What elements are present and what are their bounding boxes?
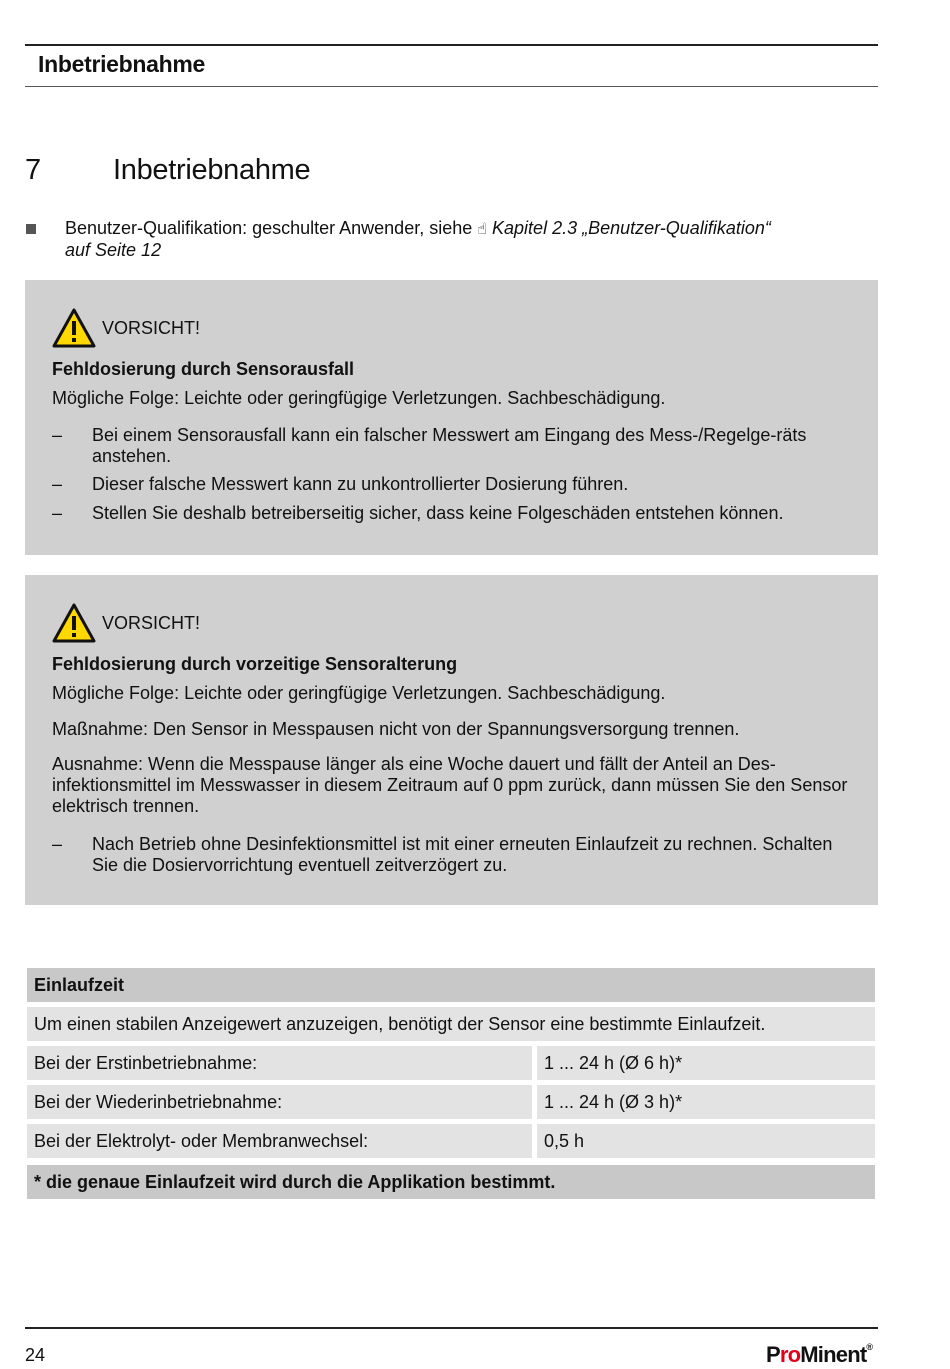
warning-item: Bei einem Sensorausfall kann ein falscher Messwert am Eingang des Mess-/Regelge-räts anstehen. bbox=[92, 425, 807, 466]
page-number: 24 bbox=[25, 1345, 46, 1365]
bullet-square-icon bbox=[26, 224, 36, 234]
warning-box-1 bbox=[25, 280, 878, 555]
table-footnote: * die genaue Einlaufzeit wird durch die Applikation bestimmt. bbox=[27, 1165, 875, 1199]
dash-bullet: – bbox=[52, 503, 63, 523]
warning-title: Fehldosierung durch vorzeitige Sensoralterung bbox=[52, 654, 458, 674]
qualification-ref-page[interactable]: auf Seite 12 bbox=[65, 240, 162, 260]
warning-item: Stellen Sie deshalb betreiberseitig sicher, dass keine Folgeschäden entstehen können. bbox=[92, 503, 784, 523]
header-title: Inbetriebnahme bbox=[38, 51, 206, 77]
qualification-prefix: Benutzer-Qualifikation: geschulter Anwender, siehe bbox=[65, 218, 473, 238]
header-top-rule bbox=[25, 44, 878, 46]
warning-consequence: Mögliche Folge: Leichte oder geringfügige Verletzungen. Sachbeschädigung. bbox=[52, 388, 666, 408]
warning-heading bbox=[52, 308, 200, 348]
warning-box-2 bbox=[25, 575, 878, 905]
table-row-label: Bei der Wiederinbetriebnahme: bbox=[27, 1085, 532, 1119]
dash-bullet: – bbox=[52, 474, 63, 494]
warning-item: Nach Betrieb ohne Desinfektionsmittel ist mit einer erneuten Einlaufzeit zu rechnen. Schalten Sie die Dosiervorrichtung eventuell zeitverzögert zu. bbox=[92, 834, 833, 875]
warning-triangle-icon bbox=[52, 603, 96, 643]
footer-rule bbox=[25, 1327, 878, 1329]
warning-signal-word: VORSICHT! bbox=[102, 317, 201, 338]
dash-bullet: – bbox=[52, 834, 63, 854]
warning-signal-word: VORSICHT! bbox=[102, 612, 201, 633]
warning-item: Dieser falsche Messwert kann zu unkontrollierter Dosierung führen. bbox=[92, 474, 629, 494]
chapter-number: 7 bbox=[25, 154, 42, 186]
warning-title: Fehldosierung durch Sensorausfall bbox=[52, 359, 355, 379]
warning-triangle-icon bbox=[52, 308, 96, 348]
table-intro: Um einen stabilen Anzeigewert anzuzeigen, benötigt der Sensor eine bestimmte Einlaufzeit. bbox=[27, 1007, 875, 1041]
table-row-label: Bei der Erstinbetriebnahme: bbox=[27, 1046, 532, 1080]
qualification-text bbox=[65, 218, 845, 261]
warning-exception: Ausnahme: Wenn die Messpause länger als eine Woche dauert und fällt der Anteil an Des-infektionsmittel im Messwasser in diesem Zeitraum auf 0 ppm zurück, dann müssen Sie den Sensor elektrisch trennen. bbox=[52, 754, 848, 816]
header-bottom-rule bbox=[25, 86, 878, 87]
table-row-value: 1 ... 24 h (Ø 6 h)* bbox=[537, 1046, 875, 1080]
warning-heading bbox=[52, 603, 200, 643]
warning-consequence: Mögliche Folge: Leichte oder geringfügige Verletzungen. Sachbeschädigung. bbox=[52, 683, 666, 703]
prominent-logo: ProMinent® bbox=[766, 1342, 873, 1367]
warning-measure: Maßnahme: Den Sensor in Messpausen nicht von der Spannungsversorgung trennen. bbox=[52, 719, 740, 739]
table-row-value: 1 ... 24 h (Ø 3 h)* bbox=[537, 1085, 875, 1119]
table-title: Einlaufzeit bbox=[27, 968, 875, 1002]
table-row-value: 0,5 h bbox=[537, 1124, 875, 1158]
table-row-label: Bei der Elektrolyt- oder Membranwechsel: bbox=[27, 1124, 532, 1158]
qualification-ref-link[interactable]: Kapitel 2.3 „Benutzer-Qualifikation“ bbox=[492, 218, 771, 238]
dash-bullet: – bbox=[52, 425, 63, 445]
chapter-title: Inbetriebnahme bbox=[113, 154, 311, 186]
hand-pointer-icon: ☝︎ bbox=[477, 221, 488, 238]
